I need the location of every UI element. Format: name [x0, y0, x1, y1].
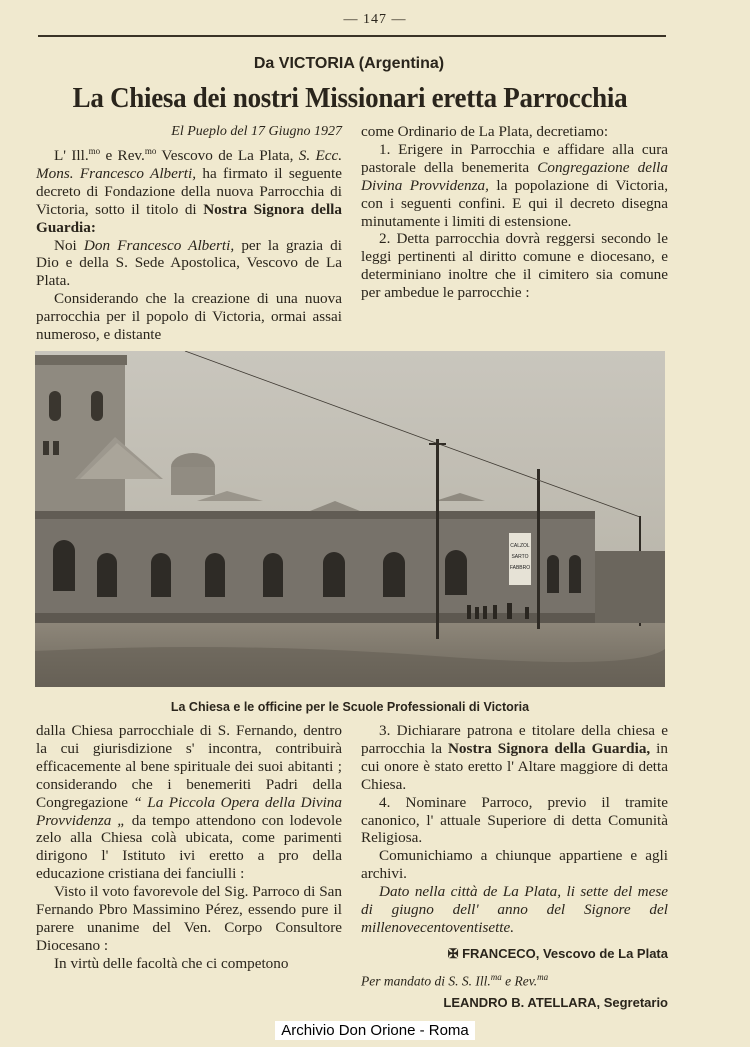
article-headline: La Chiesa dei nostri Missionari eretta Parrocchia	[72, 82, 628, 114]
paragraph-ordinario: come Ordinario de La Plata, decretiamo:	[361, 123, 609, 140]
paragraph-visto: Visto il voto favorevole del Sig. Parroco di San Fernando Pbro Massimino Pérez, essendo pure il parere unanime del Ven. Corpo Consultore Diocesano :	[36, 883, 342, 954]
archive-watermark-label: Archivio Don Orione - Roma	[0, 1022, 750, 1039]
article-source: El Pueplo del 17 Giugno 1927	[171, 124, 342, 139]
paragraph-decree-4: 4. Nominare Parroco, previo il tramite canonico, l' attuale Superiore di detta Comunità Religiosa.	[361, 793, 668, 847]
church-photograph	[35, 351, 665, 687]
secretary-signature: LEANDRO B. ATELLARA, Segretario	[443, 995, 668, 1011]
bishop-signature: ✠ FRANCECO, Vescovo de La Plata	[447, 945, 668, 961]
paragraph-considerando: Considerando che la creazione di una nuova parrocchia per il popolo di Victoria, ormai assai numeroso, e distante	[36, 290, 342, 344]
left-column-top	[36, 123, 342, 344]
sign-board-text: FABBRO	[509, 565, 531, 571]
photo-caption: La Chiesa e le officine per le Scuole Professionali di Victoria	[170, 700, 530, 714]
paragraph-decree-1: 1. Erigere in Parrocchia e affidare alla cura pastorale della benemerita Congregazione della Divina Provvidenza, la popolazione di Victoria, con i seguenti confini. E qui il decreto disegna minutamente i limiti di estensione.	[361, 140, 669, 230]
mandate-line: Per mandato di S. S. Ill.$^{ma}$ e Rev.$^{ma}$	[361, 971, 549, 989]
left-column-bottom	[36, 722, 342, 973]
right-column-bottom	[361, 722, 668, 1012]
paragraph-noi: Noi Don Francesco Alberti, per la grazia di Dio e della S. Sede Apostolica, Vescovo de La Plata.	[36, 236, 342, 290]
page-number: — 147 —	[343, 12, 407, 27]
church-photo-illustration	[35, 351, 665, 687]
sign-board-text: SARTO	[511, 554, 529, 560]
paragraph-virtu: In virtù delle facoltà che ci competono	[54, 954, 289, 972]
article-dateline: Da VICTORIA (Argentina)	[253, 55, 445, 72]
sign-board-text: CALZOL	[510, 543, 530, 549]
header-rule	[38, 35, 666, 37]
paragraph-continuation: dalla Chiesa parrocchiale di S. Fernando, dentro la cui giurisdizione s' incontra, contribuirà efficacemente al bene spirituale dei suoi abitanti ; considerando che i benemeriti Padri della Congregazione “ La Piccola Opera della Divina Provvidenza „ da tempo attendono con lodevole zelo alla Chiesa colà ubicata, come parimenti dirigono l' Istituto ivi eretto a pro della educazione cristiana dei fanciulli :	[36, 722, 342, 883]
paragraph-dato: Dato nella città de La Plata, li sette del mese di giugno dell' anno del Signore del millenovecentoventisette.	[361, 883, 668, 936]
paragraph-intro: L' Ill.$^{mo}$ e Rev.$^{mo}$ Vescovo de La Plata, S. Ecc. Mons. Francesco Alberti, ha firmato il seguente decreto di Fondazione della nuova Parrocchia di Victoria, sotto il titolo di Nostra Signora della Guardia:	[36, 145, 343, 236]
right-column-top	[361, 123, 668, 302]
paragraph-decree-3: 3. Dichiarare patrona e titolare della chiesa e parrocchia la Nostra Signora della Guardia, in cui onore è stato eretto l' Altare maggiore di detta Chiesa.	[361, 722, 668, 793]
paragraph-decree-2: 2. Detta parrocchia dovrà reggersi secondo le leggi pertinenti al diritto comune e diocesano, e determiniano inoltre che il cimitero sia comune per ambedue le parrocchie :	[361, 230, 668, 302]
cross-icon: ✠	[447, 945, 459, 961]
paragraph-comunichiamo: Comunichiamo a chiunque appartiene e agli archivi.	[361, 847, 668, 883]
